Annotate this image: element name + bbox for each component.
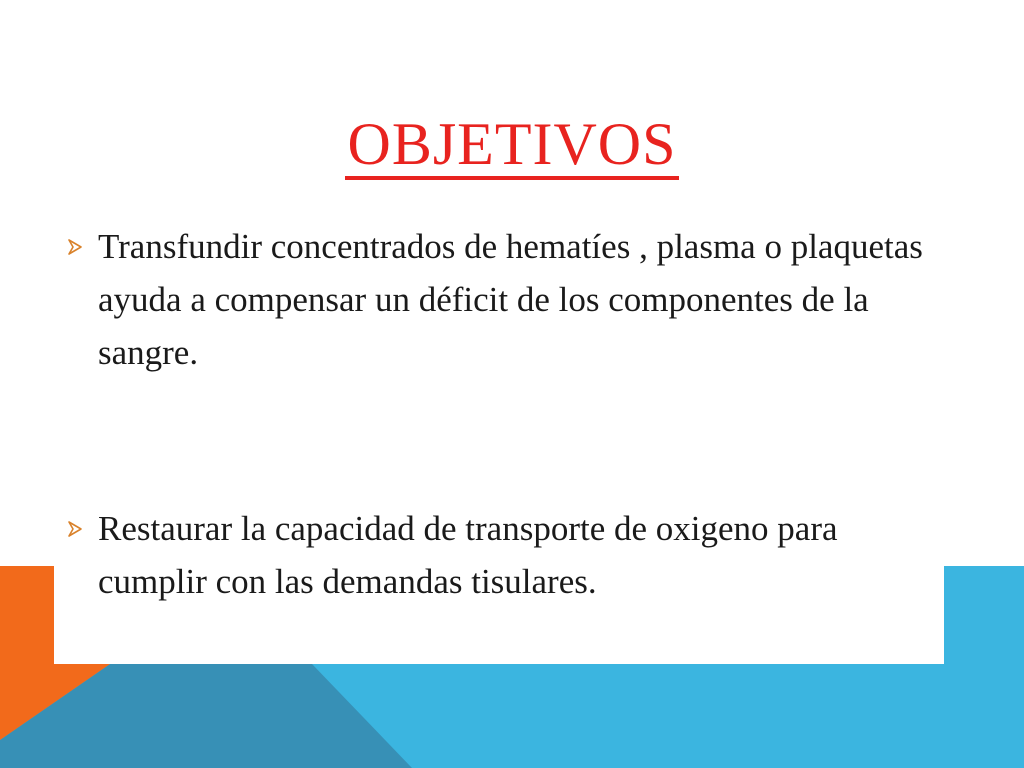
arrow-right-icon — [66, 520, 84, 538]
arrow-right-icon — [66, 238, 84, 256]
bullet-text: Transfundir concentrados de hematíes , plasma o plaquetas ayuda a compensar un déficit de los componentes de la sangre. — [98, 227, 923, 372]
bullet-item — [66, 502, 926, 608]
slide-title — [0, 108, 1024, 180]
bullet-text: Restaurar la capacidad de transporte de oxigeno para cumplir con las demandas tisulares. — [98, 509, 838, 601]
title-text: OBJETIVOS — [345, 112, 678, 180]
bullet-item — [66, 220, 926, 379]
